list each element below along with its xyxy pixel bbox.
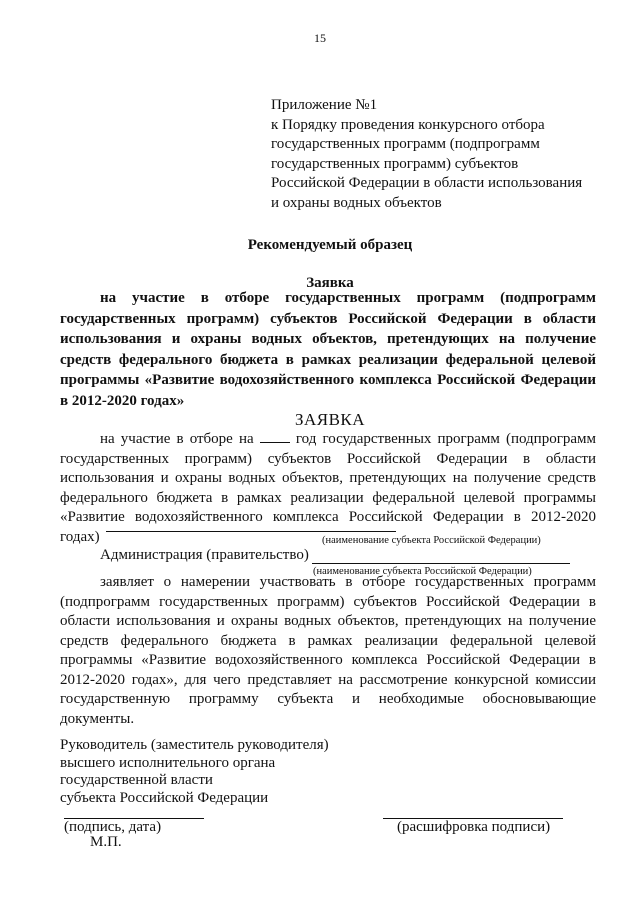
signer-block	[60, 737, 400, 807]
subject-name-caption-1: (наименование субъекта Российской Федерации)	[322, 535, 541, 546]
request-p1-start: на участие в отборе на	[100, 431, 254, 447]
appendix-line: Российской Федерации в области использования	[271, 175, 583, 191]
request-title: ЗАЯВКА	[294, 410, 366, 429]
request-paragraph-1	[60, 429, 596, 547]
signature-date-caption: (подпись, дата)	[64, 819, 162, 835]
request-bold-title: Заявка	[306, 275, 354, 291]
recommended-sample-label: Рекомендуемый образец	[247, 237, 413, 253]
request-p1-rest: год государственных программ (подпрограмм государственных программ) субъектов Российской Федерации в области использования и охраны водных объектов, претендующих на получение средств федерального бюджета в рамках реализации федеральной целевой программы «Развитие водохозяйственного комплекса Российской Федерации в 2012-2020 годах)	[60, 431, 596, 545]
subject-name-caption-2: (наименование субъекта Российской Федерации)	[313, 566, 532, 577]
appendix-header	[271, 96, 611, 213]
administration-line	[312, 563, 570, 564]
request-bold-text	[60, 288, 596, 411]
stamp-label: М.П.	[90, 834, 122, 850]
appendix-line: государственных программ (подпрограмм	[271, 136, 540, 152]
request-paragraph-2: заявляет о намерении участвовать в отборе государственных программ (подпрограмм государственных программ) субъектов Российской Федерации в области использования и охраны водных объектов, претендующих на получение средств федерального бюджета в рамках реализации федеральной целевой программы «Развитие водохозяйственного комплекса Российской Федерации в 2012-2020 годах», для чего представляет на рассмотрение конкурсной комиссии государственную программу субъекта и необходимые обосновывающие документы.	[60, 574, 596, 727]
appendix-line: государственных программ) субъектов	[271, 155, 519, 172]
page-number: 15	[314, 31, 326, 45]
administration-label: Администрация (правительство)	[100, 547, 309, 563]
signer-line: государственной власти	[60, 772, 213, 788]
appendix-line: к Порядку проведения конкурсного отбора	[271, 116, 545, 133]
appendix-line: и охраны водных объектов	[271, 194, 442, 211]
signer-line: Руководитель (заместитель руководителя)	[60, 737, 329, 753]
signer-line: высшего исполнительного органа	[60, 754, 276, 771]
appendix-line: Приложение №1	[271, 97, 378, 113]
signature-decode-caption: (расшифровка подписи)	[397, 819, 551, 835]
signer-line: субъекта Российской Федерации	[60, 789, 269, 806]
year-blank-line	[260, 429, 290, 443]
request-bold-body: на участие в отборе государственных программ (подпрограмм государственных программ) субъектов Российской Федерации в области использования и охраны водных объектов, претендующих на получение средств федерального бюджета в рамках реализации федеральной целевой программы «Развитие водохозяйственного комплекса Российской Федерации в 2012-2020 годах»	[60, 290, 596, 409]
subject-name-line	[106, 531, 396, 532]
